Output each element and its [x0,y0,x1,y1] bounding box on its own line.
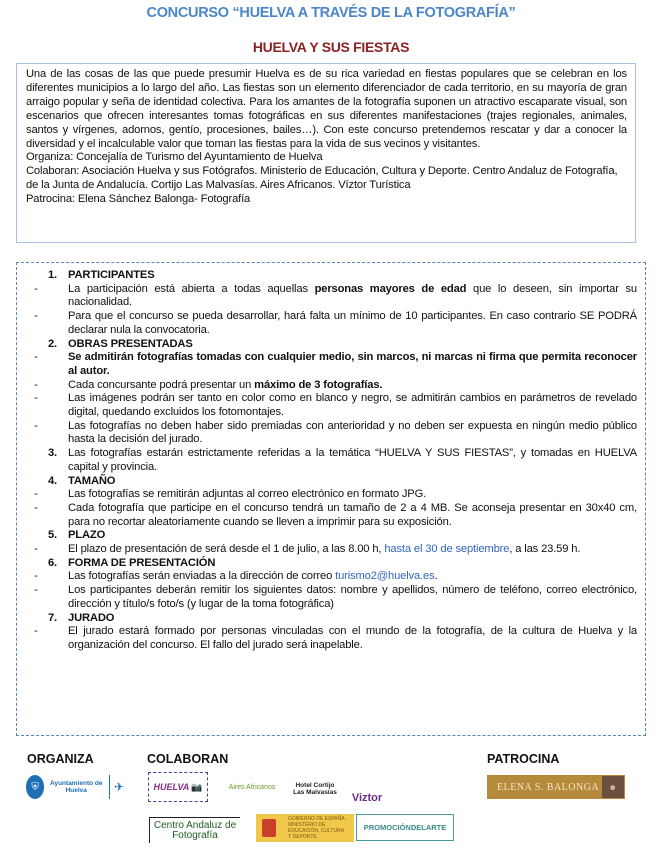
ayuntamiento-logo-text: Ayuntamiento de Huelva [50,780,103,794]
organiza-line: Organiza: Concejalía de Turismo del Ayuntamiento de Huelva [26,151,323,164]
dash-bullet: - [34,543,38,556]
section-plazo [17,529,637,543]
section-obras-presentadas [17,338,637,352]
coat-of-arms-icon: ⛨ [26,775,44,799]
section-jurado [17,612,637,626]
section-title: JURADO [68,611,115,624]
section-text: Las fotografías estarán estrictamente referidas a la temática “HUELVA Y SUS FIESTAS”, y tomadas en HUELVA capital y provincia. [68,447,637,473]
item-text: La participación está abierta a todas aquellas [68,282,315,295]
list-item [17,283,637,310]
dash-bullet: - [34,310,38,323]
aires-logo-text: Aires Africanos [228,783,276,791]
section-title: PLAZO [68,529,106,542]
colaboran-line: Colaboran: Asociación Huelva y sus Fotógrafos. Ministerio de Educación, Cultura y Deporte. Centro Andaluz de Fotografía, de la Junta de Andalucía. Cortijo Las Malvasías. Aires Africanos. Víztor Turística [26,165,618,192]
afh-logo-text: HUELVA [153,782,190,792]
section-title: PARTICIPANTES [68,269,155,281]
dash-bullet: - [34,488,38,501]
section-number: 2. [47,337,57,350]
item-text: Para que el concurso se pueda desarrollar, hará falta un mínimo de 10 participantes. En caso contrario SE PODRÁ declarar nula la convocatoria. [68,310,637,336]
promocion-del-arte-logo [356,814,454,841]
email-link[interactable]: turismo2@huelva.es [335,570,435,583]
dash-bullet: - [34,392,38,405]
section-title: OBRAS PRESENTADAS [68,337,193,350]
dash-bullet: - [34,501,38,514]
hotel-logo-line-1: Hotel Cortijo [295,781,335,789]
section-number: 3. [47,447,57,460]
intro-box [16,63,636,243]
item-text: Las fotografías serán enviadas a la dirección de correo [68,570,336,583]
document-subtitle: HUELVA Y SUS FIESTAS [252,39,410,55]
mec-logo-text: GOBIERNO DE ESPAÑA · MINISTERIO DE EDUCACIÓN, CULTURA Y DEPORTE [288,816,348,840]
list-item [17,392,637,419]
viztor-logo [347,772,387,804]
rules-box [16,262,646,736]
list-item [17,570,637,584]
dash-bullet: - [34,419,38,432]
ayuntamiento-huelva-logo [26,772,124,802]
item-text: Cada fotografía que participe en el concurso tendrá un tamaño de 2 a 4 MB. Se aconseja presentar en 30x40 cm, para no recortar aleatoriamente cuando se lleven a imprimir para su exposición. [68,501,637,528]
item-text: Las imágenes podrán ser tanto en color como en blanco y negro, se admitirán cambios en parámetros de revelado digital, quedando excluidos los fotomontajes. [68,392,637,419]
list-item [17,488,637,502]
camera-icon: 📷 [191,781,203,792]
elena-logo-text: ELENA S. BALONGA [497,781,600,793]
centro-andaluz-fotografia-logo [149,817,240,843]
ministerio-educacion-logo [256,814,354,842]
hotel-cortijo-logo [290,778,340,800]
item-bold-text: personas mayores de edad [314,282,467,295]
hotel-logo-line-2: Las Malvasías [293,789,337,796]
list-item [17,543,637,557]
portrait-icon: ☻ [602,776,624,798]
section-tematica [17,447,637,474]
section-forma-presentacion [17,557,637,571]
dash-bullet: - [34,282,38,295]
elena-balonga-logo [487,775,625,799]
list-item [17,502,637,529]
viztor-logo-text: Viztor [351,792,383,804]
dash-bullet: - [34,378,38,391]
section-number: 4. [47,474,57,487]
patrocina-label: PATROCINA [487,752,560,766]
section-number: 6. [47,556,57,569]
list-item [17,310,637,337]
aires-africanos-logo [228,772,276,802]
item-bold-text: máximo de 3 fotografías. [254,378,383,391]
turismo-wing-icon: ✈ [113,780,124,794]
section-number: 5. [47,529,57,542]
item-text: . [434,570,438,583]
dash-bullet: - [34,570,38,583]
intro-paragraph: Una de las cosas de las que puede presumir Huelva es de su rica variedad en fiestas populares que se celebran en los diferentes municipios a lo largo del año. Las fiestas son un elemento diferenciador de cada territorio, en su mayoría de gran arraigo popular y seña de identidad colectiva. Para los amantes de la fotografía suponen un atractivo escaparate visual, son escenarios que ofrecen interesantes tomas fotográficas en sus diferentes manifestaciones (trajes regionales, animales, santos y vírgenes, adornos, gentío, procesiones, bailes…). Con este concurso pretendemos rescatar y dar a conocer la diversidad y el incalculable valor que toman las fiestas para la vida de sus vecinos y visitantes. [26,68,627,150]
dash-bullet: - [34,625,38,638]
dash-bullet: - [34,584,38,597]
list-item [17,379,637,393]
item-text: Cada concursante podrá presentar un [68,378,255,391]
list-item [17,584,637,611]
asociacion-huelva-fotografos-logo [148,772,208,802]
section-title: TAMAÑO [68,474,116,487]
list-item [17,351,637,378]
organiza-label: ORGANIZA [27,752,94,766]
section-title: FORMA DE PRESENTACIÓN [68,556,216,569]
item-text: que lo deseen, sin importar su nacionalidad. [68,282,637,309]
item-text: , a las 23.59 h. [509,543,581,556]
section-number: 7. [47,611,57,624]
logo-divider [109,775,110,799]
colaboran-label: COLABORAN [147,752,229,766]
deadline-link[interactable]: hasta el 30 de septiembre [384,543,510,556]
caf-logo-text: Centro Andaluz de Fotografía [153,819,237,841]
dash-bullet: - [34,351,38,364]
section-tamano [17,475,637,489]
item-text: El jurado estará formado por personas vinculadas con el mundo de la fotografía, de la cultura de Huelva y la organización del concurso. El fallo del jurado será inapelable. [68,625,637,651]
item-bold-text: Se admitirán fotografías tomadas con cualquier medio, sin marcos, ni marcas ni firma que permita reconocer al autor. [68,351,637,377]
section-number: 1. [47,269,57,281]
section-participantes [17,269,637,283]
item-text: El plazo de presentación de será desde el 1 de julio, a las 8.00 h, [68,543,385,556]
spain-shield-icon [262,819,276,837]
pda-logo-text: PROMOCIÓNDELARTE [363,823,447,832]
patrocina-line: Patrocina: Elena Sánchez Balonga- Fotografía [26,193,251,206]
item-text: Las fotografías se remitirán adjuntas al correo electrónico en formato JPG. [68,488,427,501]
list-item [17,420,637,447]
list-item [17,625,637,652]
document-title: CONCURSO “HUELVA A TRAVÉS DE LA FOTOGRAFÍA” [146,5,516,21]
item-text: Las fotografías no deben haber sido premiadas con anterioridad y no deben ser expuesta en ningún medio público hasta la decisión del jurado. [68,419,637,446]
item-text: Los participantes deberán remitir los siguientes datos: nombre y apellidos, número de teléfono, correo electrónico, dirección y título/s foto/s (y lugar de la toma fotográfica) [68,584,637,610]
